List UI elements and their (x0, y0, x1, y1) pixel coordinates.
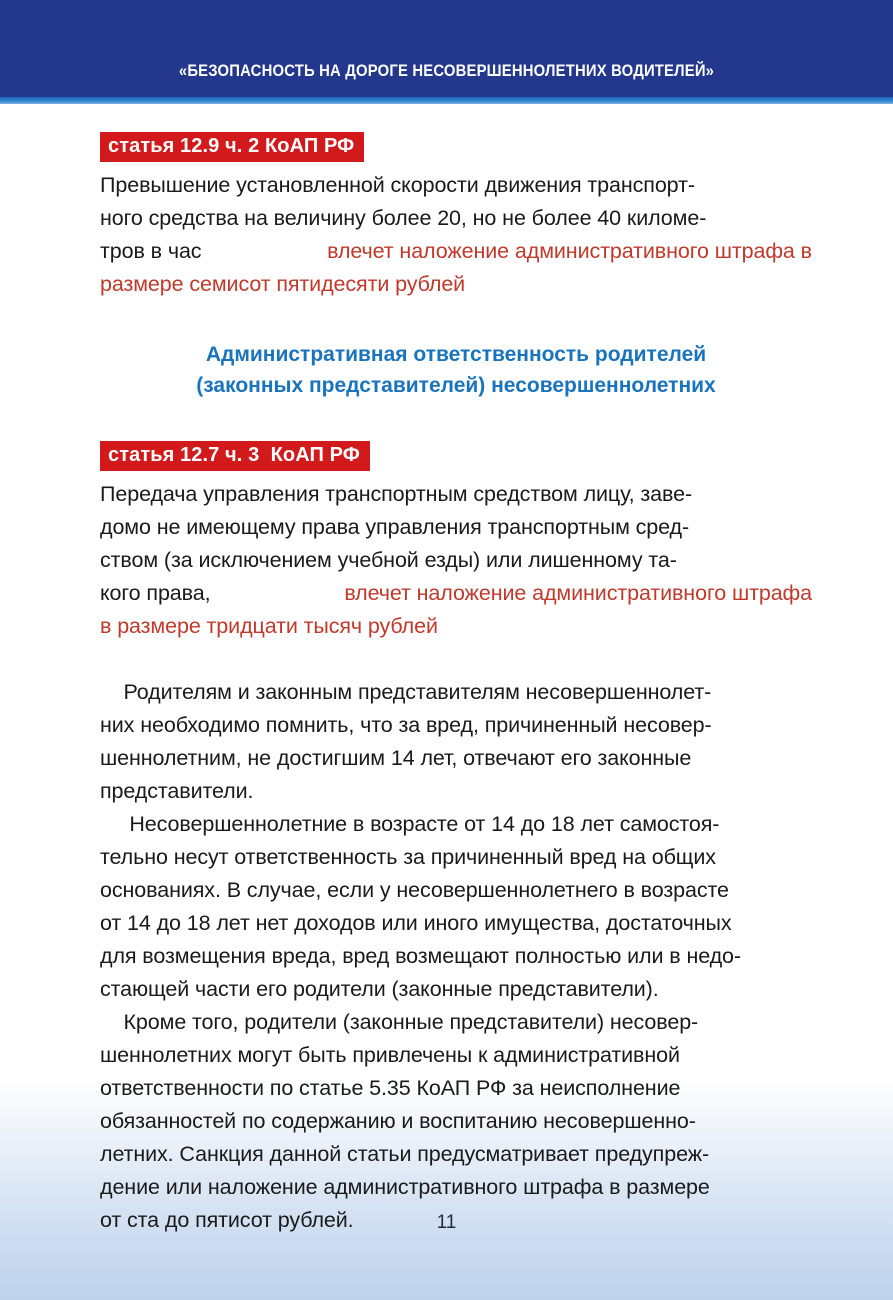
para-line (100, 544, 812, 577)
article-badge-2: статья 12.7 ч. 3 КоАП РФ (100, 441, 370, 471)
section-heading-line-1: Административная ответственность родителей (205, 343, 707, 366)
article-1-paragraph (100, 169, 812, 301)
header-band (0, 0, 893, 97)
para-line: основаниях. В случае, если у несовершеннолетнего в возрасте (100, 878, 729, 902)
para-line: размере семисот пятидесяти рублей (100, 272, 466, 296)
para-line: Кроме того, родители (законные представители) несовер- (100, 1010, 699, 1034)
para-line: Несовершеннолетние в возрасте от 14 до 18 лет самостоя- (100, 812, 720, 836)
para-line (100, 478, 812, 511)
line-text: шеннолетних могут быть привлечены к административной (100, 1043, 680, 1067)
line-text: тров в час (100, 239, 208, 263)
spacer (100, 401, 812, 441)
para-line (100, 742, 812, 775)
article-badge-2-wrap (100, 441, 812, 471)
page-number: 11 (436, 1212, 457, 1233)
article-badge-1: статья 12.9 ч. 2 КоАП РФ (100, 132, 364, 162)
body-paragraph-3 (100, 1006, 812, 1237)
para-line: обязанностей по содержанию и воспитанию несовершенно- (100, 1109, 696, 1133)
para-line: представители. (100, 779, 254, 803)
line-text: домо не имеющему права управления транспортным сред- (100, 515, 690, 539)
para-line: Родителям и законным представителям несовершеннолет- (100, 680, 712, 704)
line-text: ответственности по статье 5.35 КоАП РФ за неисполнение (100, 1076, 681, 1100)
para-line: дение или наложение административного штрафа в размере (100, 1175, 710, 1199)
para-line (100, 511, 812, 544)
para-line (100, 577, 812, 610)
para-line (100, 1072, 812, 1105)
article-2-paragraph (100, 478, 812, 643)
line-text: ного средства на величину более 20, но не более 40 киломе- (100, 206, 707, 230)
header-accent-strip (0, 97, 893, 104)
line-text: ством (за исключением учебной езды) или лишенному та- (100, 548, 677, 572)
para-line (100, 202, 812, 235)
para-line: от 14 до 18 лет нет доходов или иного имущества, достаточных (100, 911, 732, 935)
section-heading (100, 339, 812, 401)
content-column (100, 132, 812, 1237)
article-badge-1-wrap (100, 132, 812, 162)
body-paragraph-2 (100, 808, 812, 1006)
para-line (100, 1039, 812, 1072)
para-line: них необходимо помнить, что за вред, причиненный несовер- (100, 713, 712, 737)
para-line: стающей части его родители (законные представители). (100, 977, 659, 1001)
para-line: летних. Санкция данной статьи предусматривает предупреж- (100, 1142, 710, 1166)
line-text-red: влечет наложение административного штрафа (344, 581, 812, 605)
line-text-red: влечет наложение административного штрафа в (327, 239, 812, 263)
para-line: от ста до пятисот рублей. (100, 1208, 354, 1232)
section-heading-line-2: (законных представителей) несовершеннолетних (196, 374, 716, 397)
line-text: Превышение установленной скорости движения транспорт- (100, 173, 695, 197)
para-line: для возмещения вреда, вред возмещают полностью или в недо- (100, 944, 741, 968)
header-title: «БЕЗОПАСНОСТЬ НА ДОРОГЕ НЕСОВЕРШЕННОЛЕТНИХ ВОДИТЕЛЕЙ» (178, 62, 715, 80)
para-line: тельно несут ответственность за причиненный вред на общих (100, 845, 716, 869)
line-text: кого права, (100, 581, 217, 605)
line-text: шеннолетним, не достигшим 14 лет, отвечают его законные (100, 746, 692, 770)
para-line: в размере тридцати тысяч рублей (100, 614, 438, 638)
line-text: Передача управления транспортным средством лицу, заве- (100, 482, 693, 506)
para-line (100, 169, 812, 202)
spacer (100, 643, 812, 676)
para-line (100, 235, 812, 268)
body-paragraph-1 (100, 676, 812, 808)
